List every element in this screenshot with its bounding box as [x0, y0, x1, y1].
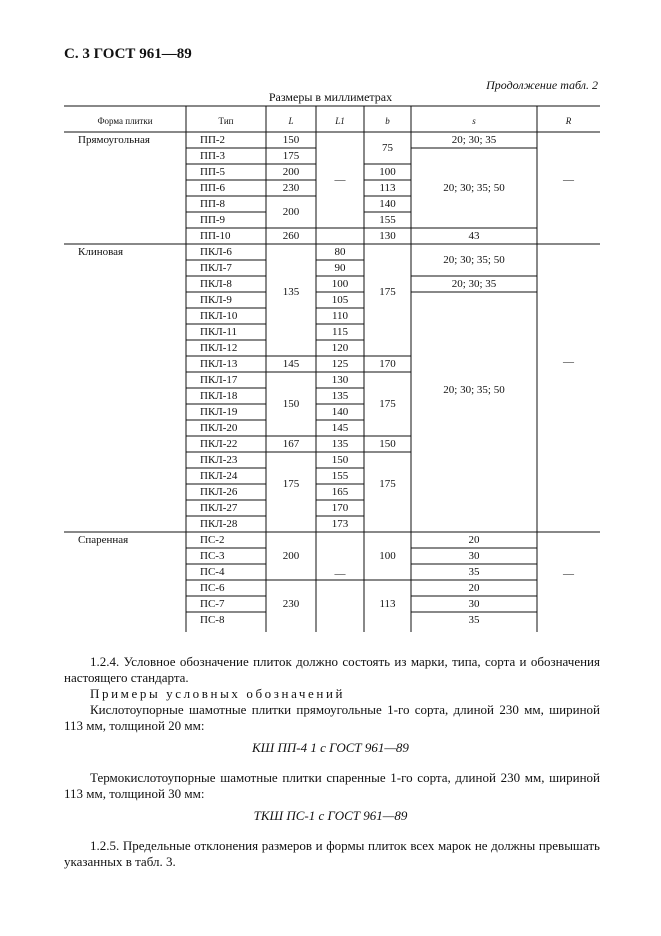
type-cell: ПКЛ-19	[200, 406, 238, 418]
col-header-L1: L1	[335, 116, 345, 126]
L-cell: 150	[282, 134, 300, 146]
L1-cell: 120	[331, 342, 349, 354]
type-cell: ПКЛ-22	[200, 438, 238, 450]
type-cell: ПП-5	[200, 166, 226, 178]
col-header-L: L	[288, 116, 294, 126]
type-cell: ПС-4	[200, 566, 225, 578]
form-label-rect: Прямоугольная	[78, 134, 150, 146]
form-label-paired: Спаренная	[78, 534, 129, 546]
b-cell: 100	[379, 550, 396, 562]
type-cell: ПКЛ-23	[200, 454, 238, 466]
L1-cell: 130	[331, 374, 349, 386]
type-cell: ПКЛ-13	[200, 358, 238, 370]
table-continuation-note: Продолжение табл. 2	[486, 78, 598, 92]
L1-cell: 115	[331, 326, 349, 338]
type-cell: ПКЛ-24	[200, 470, 238, 482]
L1-cell: 135	[331, 438, 349, 450]
form-label-wedge: Клиновая	[78, 246, 124, 258]
R-dash: —	[563, 174, 574, 186]
type-cell: ПКЛ-8	[200, 278, 232, 290]
L-cell: 260	[282, 230, 300, 242]
L1-cell: 105	[331, 294, 349, 306]
type-cell: ПКЛ-28	[200, 518, 238, 530]
paragraph-1-2-4: 1.2.4. Условное обозначение плиток должно состоять из марки, типа, сорта и обозначения настоящего стандарта.	[64, 654, 600, 685]
col-header-form: Форма плитки	[97, 116, 153, 126]
b-cell: 113	[379, 598, 396, 610]
L-cell: 200	[282, 166, 300, 178]
type-cell: ПКЛ-10	[200, 310, 238, 322]
type-cell: ПС-7	[200, 598, 225, 610]
R-dash: —	[563, 568, 574, 580]
L1-cell: 170	[331, 502, 349, 514]
L1-cell: 125	[331, 358, 349, 370]
L1-cell: 90	[334, 262, 346, 274]
L-cell: 175	[282, 150, 300, 162]
s-cell: 20; 30; 35	[451, 278, 497, 290]
s-cell: 20; 30; 35; 50	[443, 384, 505, 396]
s-cell: 30	[468, 598, 480, 610]
type-cell: ПКЛ-12	[200, 342, 238, 354]
units-note: Размеры в миллиметрах	[268, 90, 393, 104]
examples-heading: Примеры условных обозначений	[90, 686, 346, 701]
b-cell: 175	[379, 398, 396, 410]
s-cell: 43	[468, 230, 480, 242]
paragraph-1-2-5: 1.2.5. Предельные отклонения размеров и формы плиток всех марок не должны превышать указанных в табл. 3.	[64, 838, 600, 869]
example-1-description: Кислотоупорные шамотные плитки прямоугольные 1-го сорта, длиной 230 мм, шириной 113 мм, толщиной 20 мм:	[64, 702, 600, 733]
b-cell: 130	[379, 230, 396, 242]
type-cell: ПКЛ-27	[200, 502, 238, 514]
L1-cell: 165	[331, 486, 349, 498]
L1-cell: 135	[331, 390, 349, 402]
L-cell: 200	[282, 206, 300, 218]
example-2-code: ТКШ ПС-1 с ГОСТ 961—89	[253, 808, 408, 823]
b-cell: 170	[379, 358, 396, 370]
s-cell: 20	[468, 582, 480, 594]
L-cell: 145	[282, 358, 300, 370]
b-cell: 175	[379, 286, 396, 298]
L-cell: 200	[282, 550, 300, 562]
L-cell: 150	[282, 398, 300, 410]
L1-cell: 100	[331, 278, 349, 290]
s-cell: 20; 30; 35; 50	[443, 254, 505, 266]
type-cell: ПС-8	[200, 614, 225, 626]
L-cell: 175	[282, 478, 300, 490]
b-cell: 140	[379, 198, 396, 210]
s-cell: 20; 30; 35; 50	[443, 182, 505, 194]
s-cell: 35	[468, 614, 480, 626]
type-cell: ПП-10	[200, 230, 231, 242]
type-cell: ПС-3	[200, 550, 225, 562]
col-header-type: Тип	[218, 116, 234, 126]
example-1-code: КШ ПП-4 1 с ГОСТ 961—89	[252, 740, 409, 755]
L-cell: 230	[282, 598, 300, 610]
type-cell: ПП-2	[200, 134, 226, 146]
type-cell: ПКЛ-6	[200, 246, 232, 258]
col-header-R: R	[565, 116, 572, 126]
b-cell: 113	[379, 182, 396, 194]
s-cell: 35	[468, 566, 480, 578]
b-cell: 150	[379, 438, 396, 450]
b-cell: 100	[379, 166, 396, 178]
example-2-description: Термокислотоупорные шамотные плитки спаренные 1-го сорта, длиной 230 мм, шириной 113 мм, толщиной 30 мм:	[64, 770, 600, 801]
L-cell: 230	[282, 182, 300, 194]
type-cell: ПКЛ-9	[200, 294, 232, 306]
L1-cell: 155	[331, 470, 349, 482]
L1-dash: —	[334, 174, 346, 186]
col-header-b: b	[385, 116, 390, 126]
L1-cell: 140	[331, 406, 349, 418]
type-cell: ПКЛ-20	[200, 422, 238, 434]
s-cell: 20	[468, 534, 480, 546]
L1-cell: 145	[331, 422, 349, 434]
type-cell: ПКЛ-18	[200, 390, 238, 402]
type-cell: ПП-6	[200, 182, 226, 194]
L-cell: 135	[282, 286, 300, 298]
type-cell: ПКЛ-7	[200, 262, 232, 274]
L1-cell: 150	[331, 454, 349, 466]
col-header-s: s	[472, 116, 476, 126]
type-cell: ПКЛ-11	[200, 326, 237, 338]
b-cell: 155	[379, 214, 396, 226]
b-cell: 75	[382, 142, 393, 154]
page-header: С. 3 ГОСТ 961—89	[64, 46, 192, 62]
type-cell: ПП-3	[200, 150, 226, 162]
type-cell: ПП-9	[200, 214, 226, 226]
type-cell: ПП-8	[200, 198, 226, 210]
type-cell: ПКЛ-26	[200, 486, 238, 498]
type-cell: ПС-2	[200, 534, 225, 546]
type-cell: ПКЛ-17	[200, 374, 238, 386]
L1-cell: 80	[334, 246, 346, 258]
L1-cell: 173	[331, 518, 349, 530]
b-cell: 175	[379, 478, 396, 490]
R-dash: —	[563, 356, 574, 368]
type-cell: ПС-6	[200, 582, 225, 594]
L-cell: 167	[282, 438, 300, 450]
s-cell: 20; 30; 35	[451, 134, 497, 146]
s-cell: 30	[468, 550, 480, 562]
L1-dash: —	[334, 568, 346, 580]
L1-cell: 110	[331, 310, 349, 322]
